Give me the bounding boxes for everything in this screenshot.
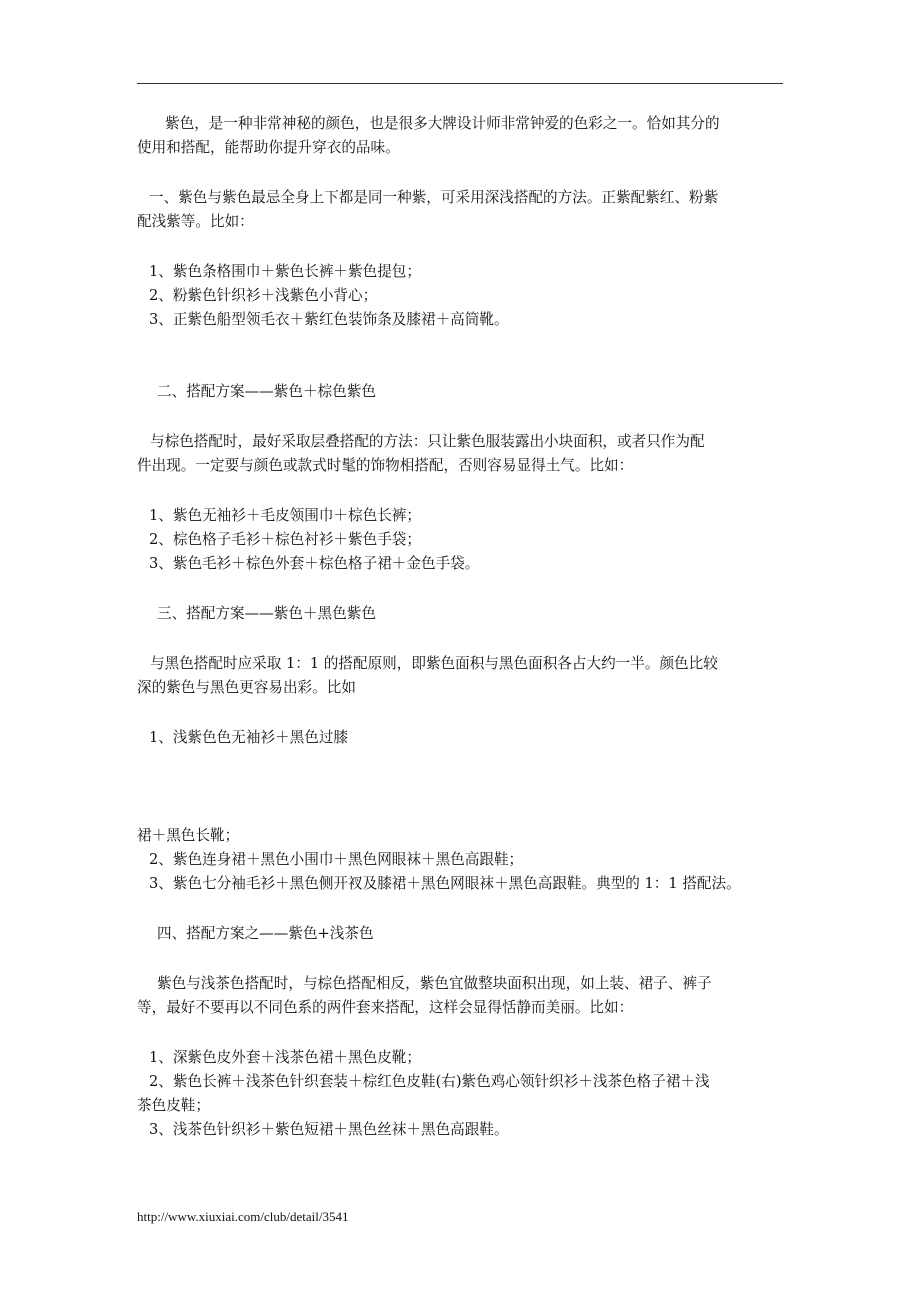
intro-line-1: 紫色，是一种非常神秘的颜色，也是很多大牌设计师非常钟爱的色彩之一。恰如其分的 (165, 115, 720, 132)
section3-item-3: 3、紫色七分袖毛衫＋黑色侧开衩及膝裙＋黑色网眼袜＋黑色高跟鞋。典型的 1：1 搭配法。 (149, 875, 741, 892)
article-body (137, 112, 787, 1142)
section3-heading: 三、搭配方案——紫色＋黑色紫色 (157, 605, 376, 622)
section4-item-2: 2、紫色长裤＋浅茶色针织套装＋棕红色皮鞋(右)紫色鸡心领针织衫＋浅茶色格子裙＋浅 (149, 1073, 710, 1090)
source-url: http://www.xiuxiai.com/club/detail/3541 (137, 1209, 349, 1224)
section4-item-2-continued: 茶色皮鞋； (137, 1097, 210, 1114)
header-rule (137, 83, 783, 84)
section2-item-3: 3、紫色毛衫＋棕色外套＋棕色格子裙＋金色手袋。 (149, 555, 480, 572)
section4-line-2: 等，最好不要再以不同色系的两件套来搭配，这样会显得恬静而美丽。比如： (137, 999, 634, 1016)
section3-item-1-continued: 裙＋黑色长靴； (137, 827, 240, 844)
section2-item-1: 1、紫色无袖衫＋毛皮领围巾＋棕色长裤； (149, 507, 421, 524)
section3-line-2: 深的紫色与黑色更容易出彩。比如 (137, 679, 356, 696)
section1-line-2: 配浅紫等。比如： (137, 213, 254, 230)
section4-item-3: 3、浅茶色针织衫＋紫色短裙＋黑色丝袜＋黑色高跟鞋。 (149, 1121, 509, 1138)
section4-line-1: 紫色与浅茶色搭配时，与棕色搭配相反，紫色宜做整块面积出现，如上装、裙子、裤子 (157, 975, 712, 992)
section1-line-1: 一、紫色与紫色最忌全身上下都是同一种紫，可采用深浅搭配的方法。正紫配紫红、粉紫 (149, 189, 719, 206)
section1-item-1: 1、紫色条格围巾＋紫色长裤＋紫色提包； (149, 263, 421, 280)
section2-heading: 二、搭配方案——紫色＋棕色紫色 (157, 383, 376, 400)
section3-line-1: 与黑色搭配时应采取 1：1 的搭配原则，即紫色面积与黑色面积各占大约一半。颜色比较 (150, 655, 718, 672)
section2-line-1: 与棕色搭配时，最好采取层叠搭配的方法：只让紫色服装露出小块面积，或者只作为配 (150, 433, 705, 450)
section4-item-1: 1、深紫色皮外套＋浅茶色裙＋黑色皮靴； (149, 1049, 421, 1066)
section1-item-2: 2、粉紫色针织衫＋浅紫色小背心； (149, 287, 378, 304)
intro-line-2: 使用和搭配，能帮助你提升穿衣的品味。 (137, 139, 400, 156)
section2-item-2: 2、棕色格子毛衫＋棕色衬衫＋紫色手袋； (149, 531, 421, 548)
section3-item-1: 1、浅紫色色无袖衫＋黑色过膝 (149, 729, 349, 746)
section3-item-2: 2、紫色连身裙＋黑色小围巾＋黑色网眼袜＋黑色高跟鞋； (149, 851, 524, 868)
section4-heading: 四、搭配方案之——紫色+浅茶色 (157, 925, 374, 942)
section1-item-3: 3、正紫色船型领毛衣＋紫红色装饰条及膝裙＋高筒靴。 (149, 311, 509, 328)
section2-line-2: 件出现。一定要与颜色或款式时髦的饰物相搭配，否则容易显得土气。比如： (137, 457, 634, 474)
